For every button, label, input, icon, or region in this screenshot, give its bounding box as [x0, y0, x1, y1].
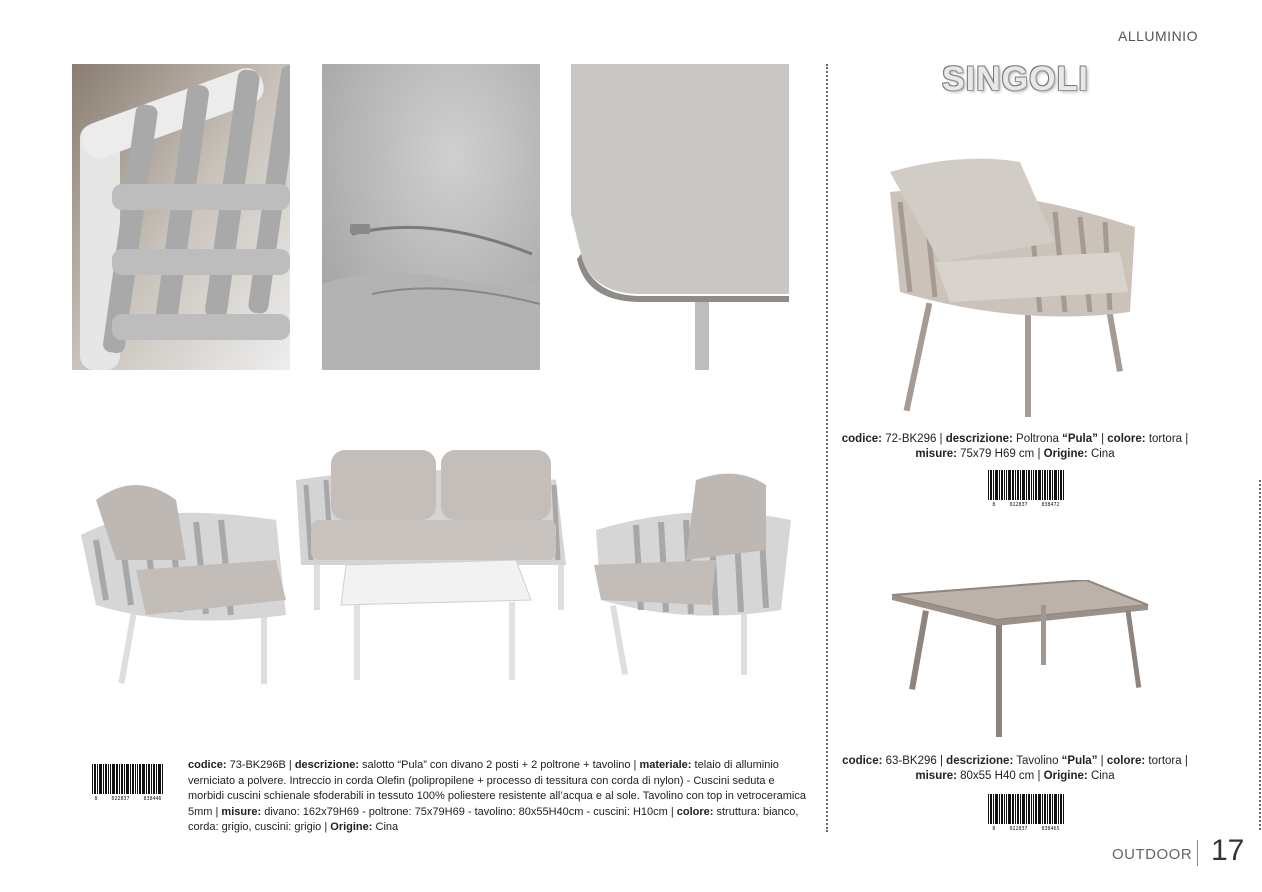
- table-color-label: colore:: [1106, 755, 1146, 767]
- section-label: ALLUMINIO: [1118, 28, 1198, 44]
- armchair-origin: Cina: [1087, 448, 1115, 460]
- set-material: telaio di alluminio verniciato a polvere. Intreccio in corda Olefin (polipropilene + processo di tessitura con corda di nylon) - Cuscini seduta e morbidi cuscini schienale sfoderabili in tessuto 100% poliestere resistente all’acqua e al sole. Tavolino con top in vetroceramica 5mm |: [188, 759, 806, 818]
- armchair-image: [880, 152, 1142, 420]
- barcode-digit-3: 838472: [1041, 502, 1060, 508]
- armchair-origin-label: Origine:: [1043, 448, 1088, 460]
- table-descr: Tavolino: [1013, 755, 1062, 767]
- barcode-digit-2: 022837: [1009, 826, 1028, 832]
- armchair-caption: [840, 432, 1190, 462]
- table-code-label: codice:: [842, 755, 883, 767]
- set-caption: [188, 758, 806, 836]
- table-barcode: [976, 794, 1076, 832]
- armchair-code: 72-BK296 |: [882, 433, 946, 445]
- armchair-size: 75x79 H69 cm |: [956, 448, 1044, 460]
- cushion-zipper-closeup-image: [322, 64, 540, 370]
- set-color-label: colore:: [676, 805, 714, 818]
- armchair-descr-label: descrizione:: [945, 433, 1013, 445]
- barcode-digit-2: 022837: [111, 796, 130, 802]
- set-code-label: codice:: [188, 759, 227, 771]
- set-origin-label: Origine:: [330, 821, 373, 833]
- barcode-bars: [988, 470, 1065, 500]
- rope-weave-closeup-image: [72, 64, 290, 370]
- table-sep: |: [1097, 755, 1107, 767]
- footer-brand: OUTDOOR: [1112, 846, 1193, 863]
- barcode-digit-3: 838465: [1041, 826, 1060, 832]
- armchair-barcode: [976, 470, 1076, 508]
- set-size-label: misure:: [221, 805, 262, 818]
- set-origin: Cina: [372, 821, 399, 833]
- barcode-digit-1: 8: [992, 502, 996, 508]
- armchair-size-label: misure:: [915, 448, 957, 460]
- set-size: divano: 162x79H69 - poltrone: 75x79H69 - tavolino: 80x55H40cm - cuscini: H10cm |: [261, 805, 677, 818]
- barcode-bars: [92, 764, 164, 794]
- table-origin: Cina: [1087, 770, 1115, 782]
- table-code: 63-BK296 |: [882, 755, 947, 767]
- table-caption: [840, 754, 1190, 784]
- set-code: 73-BK296B |: [226, 759, 295, 771]
- table-size: 80x55 H40 cm |: [956, 770, 1044, 782]
- page-number: 17: [1211, 834, 1245, 867]
- table-origin-label: Origine:: [1043, 770, 1088, 782]
- armchair-descr: Poltrona: [1012, 433, 1063, 445]
- set-material-label: materiale:: [639, 759, 692, 771]
- column-divider: [826, 64, 828, 832]
- set-barcode: [82, 764, 174, 802]
- coffee-table-image: [886, 580, 1156, 740]
- armchair-color-label: colore:: [1107, 433, 1146, 445]
- armchair-sep: |: [1097, 433, 1108, 445]
- armchair-color: tortora |: [1145, 433, 1189, 445]
- barcode-digit-1: 8: [94, 796, 98, 802]
- armchair-name: “Pula”: [1062, 433, 1098, 445]
- barcode-bars: [988, 794, 1065, 824]
- footer-separator: [1197, 840, 1198, 866]
- set-descr-label: descrizione:: [294, 759, 359, 771]
- armchair-code-label: codice:: [841, 433, 883, 445]
- page-title: SINGOLI: [942, 60, 1089, 98]
- table-name: “Pula”: [1061, 755, 1098, 767]
- ceramic-table-top-closeup-image: [571, 64, 789, 370]
- set-descr: salotto “Pula” con divano 2 posti + 2 poltrone + tavolino |: [359, 759, 640, 771]
- set-color: struttura: bianco, corda: grigio, cuscini: grigio |: [188, 805, 799, 833]
- barcode-digit-1: 8: [992, 826, 996, 832]
- lounge-set-image: [76, 440, 806, 690]
- barcode-digit-3: 838446: [143, 796, 162, 802]
- table-descr-label: descrizione:: [946, 755, 1014, 767]
- edge-divider: [1259, 480, 1261, 830]
- barcode-digit-2: 022837: [1009, 502, 1028, 508]
- table-color: tortora |: [1145, 755, 1188, 767]
- table-size-label: misure:: [915, 770, 957, 782]
